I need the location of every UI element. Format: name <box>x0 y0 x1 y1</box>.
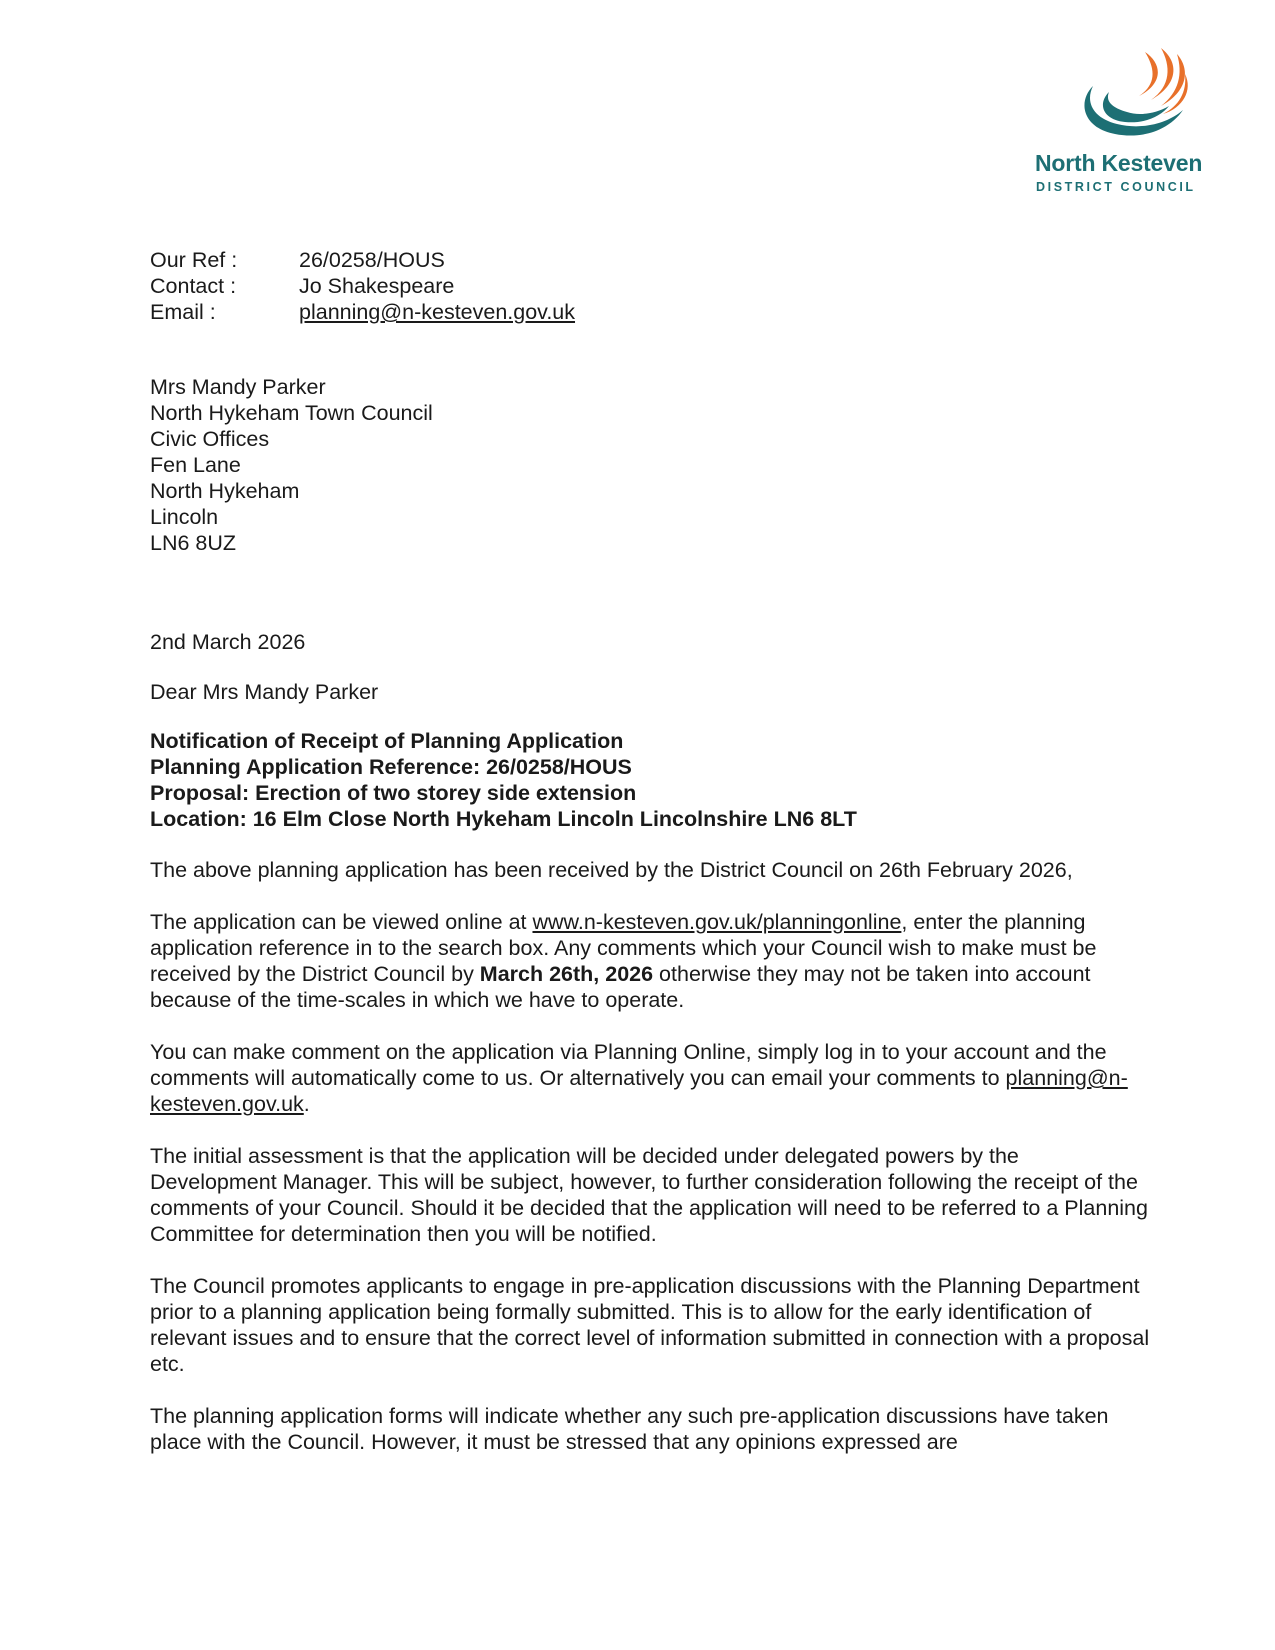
address-line: Mrs Mandy Parker <box>150 375 326 399</box>
address-line: LN6 8UZ <box>150 531 237 555</box>
ref-value: 26/0258/HOUS <box>299 248 445 272</box>
letter-body <box>150 857 1150 1481</box>
contact-label: Contact : <box>150 274 237 298</box>
paragraph-assessment: The initial assessment is that the application will be decided under delegated powers by the Development Manager. This will be subject, however, to further consideration following the receipt of the comments of your Council. Should it be decided that the application will need to be referred to a Planning Committee for determination then you will be notified. <box>150 1144 1148 1246</box>
address-line: North Hykeham Town Council <box>150 401 433 425</box>
paragraph-view-online <box>150 909 1150 1013</box>
swoosh-logo-icon <box>1075 44 1193 144</box>
council-name: North Kesteven <box>1035 150 1203 176</box>
council-logo <box>1035 44 1235 200</box>
heading-notification: Notification of Receipt of Planning Application <box>150 729 624 753</box>
recipient-address <box>150 374 433 556</box>
paragraph-comment <box>150 1039 1150 1117</box>
letter-date: 2nd March 2026 <box>150 630 306 654</box>
paragraph-pre-application: The Council promotes applicants to engage in pre-application discussions with the Planning Department prior to a planning application being formally submitted. This is to allow for the early identification of relevant issues and to ensure that the correct level of information submitted in connection with a proposal etc. <box>150 1274 1150 1376</box>
greeting: Dear Mrs Mandy Parker <box>150 680 379 704</box>
email-label: Email : <box>150 300 216 324</box>
subject-headings <box>150 728 857 832</box>
paragraph-text: The application can be viewed online at <box>150 910 533 934</box>
planning-online-link[interactable]: www.n-kesteven.gov.uk/planningonline <box>532 910 902 934</box>
address-line: Lincoln <box>150 505 219 529</box>
heading-reference: Planning Application Reference: 26/0258/HOUS <box>150 755 632 779</box>
paragraph-text: otherwise they may not be taken into account because of the time-scales in which we have to operate. <box>150 962 1091 1012</box>
ref-label: Our Ref : <box>150 248 238 272</box>
paragraph-text: . <box>303 1092 310 1116</box>
paragraph-received: The above planning application has been received by the District Council on 26th February 2026, <box>150 858 1073 882</box>
contact-value: Jo Shakespeare <box>299 274 455 298</box>
paragraph-text: You can make comment on the application via Planning Online, simply log in to your account and the comments will automatically come to us. Or alternatively you can email your comments to <box>150 1040 1107 1090</box>
council-subtitle: DISTRICT COUNCIL <box>1036 180 1196 194</box>
paragraph-text: , enter the planning application reference in to the search box. Any comments which your Council wish to make must be received by the District Council by <box>150 910 1097 986</box>
paragraph-forms: The planning application forms will indicate whether any such pre-application discussions have taken place with the Council. However, it must be stressed that any opinions expressed are <box>150 1404 1109 1454</box>
email-link[interactable]: planning@n-kesteven.gov.uk <box>299 300 576 324</box>
comment-email-link[interactable]: planning@n-kesteven.gov.uk <box>150 1066 1128 1116</box>
address-line: Civic Offices <box>150 427 270 451</box>
address-line: Fen Lane <box>150 453 241 477</box>
heading-location: Location: 16 Elm Close North Hykeham Lincoln Lincolnshire LN6 8LT <box>150 807 857 831</box>
heading-proposal: Proposal: Erection of two storey side extension <box>150 781 637 805</box>
address-line: North Hykeham <box>150 479 300 503</box>
deadline-date: March 26th, 2026 <box>479 962 654 986</box>
